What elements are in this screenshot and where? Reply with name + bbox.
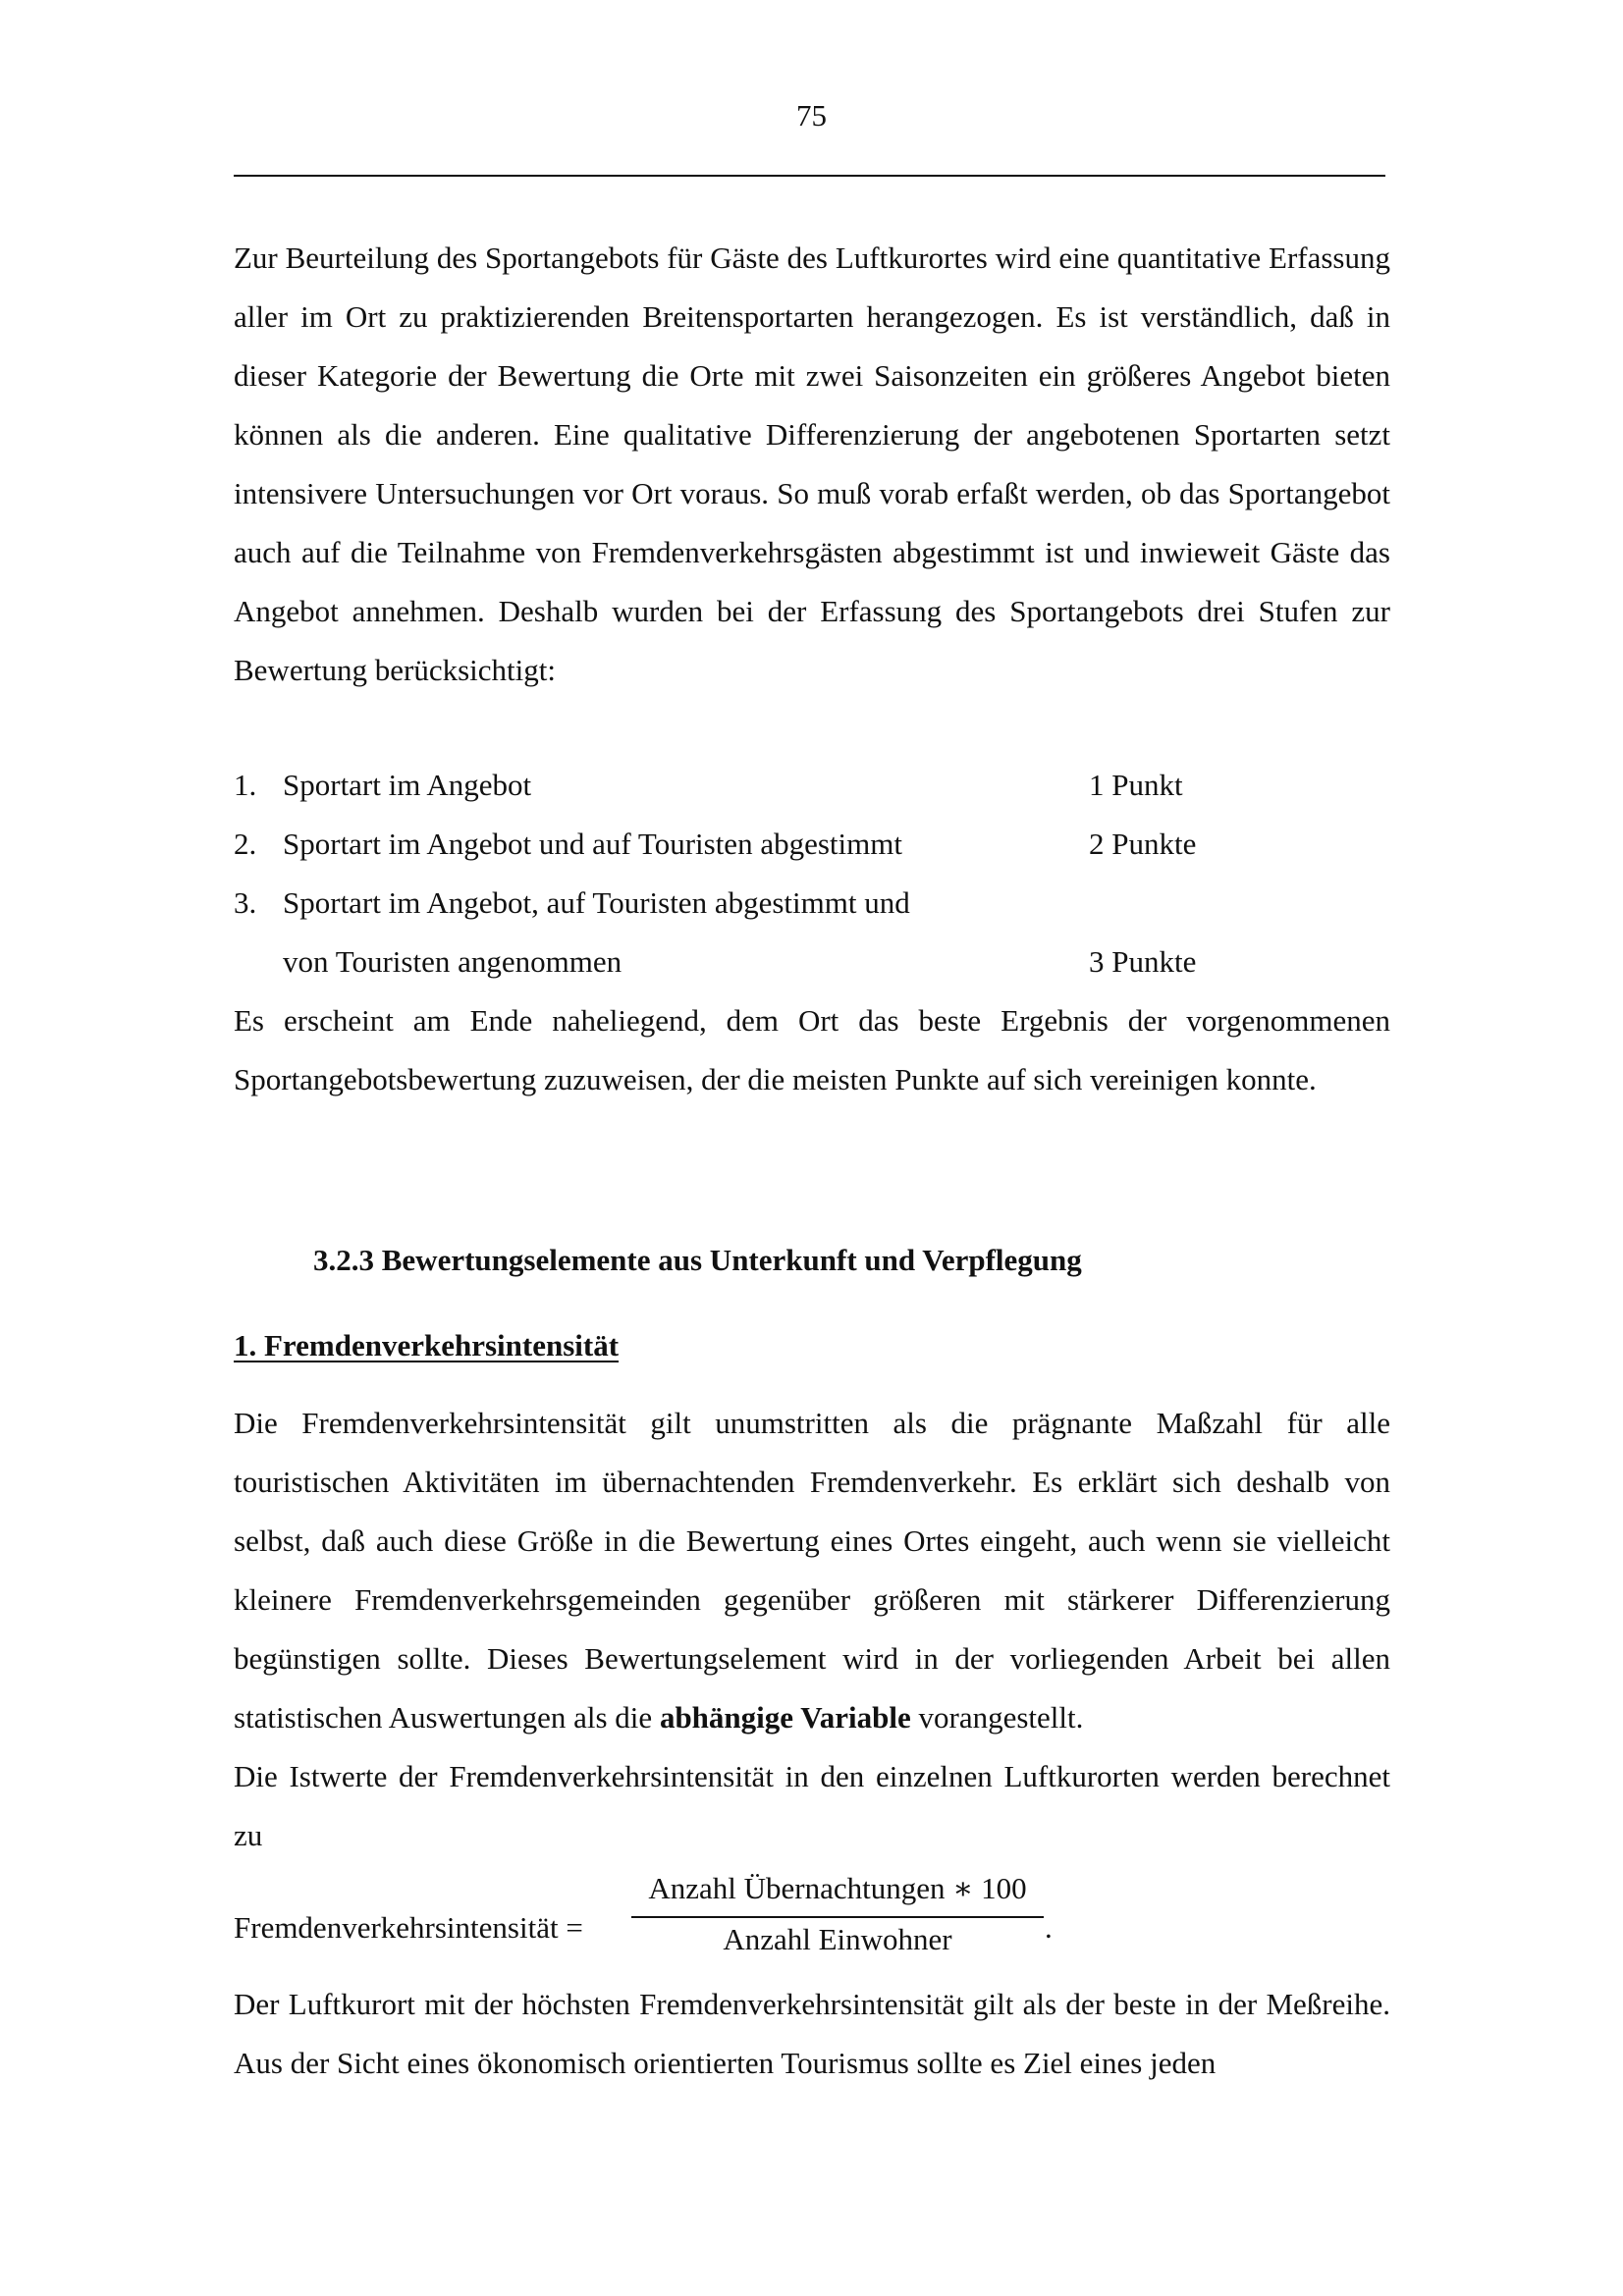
list-item-number: 2. xyxy=(234,827,257,861)
intensity-text-end: vorangestellt. xyxy=(910,1700,1084,1735)
closing-paragraph: Der Luftkurort mit der höchsten Fremdenverkehrsintensität gilt als der beste in der Meßreihe. Aus der Sicht eines ökonomisch orientierten Tourismus sollte es Ziel eines jeden xyxy=(234,1987,1390,2080)
subsection-heading xyxy=(234,1316,1390,1375)
list-item-points: 1 Punkt xyxy=(1089,768,1183,802)
formula-lhs: Fremdenverkehrsintensität = xyxy=(234,1910,583,1945)
conclusion-paragraph: Es erscheint am Ende naheliegend, dem Ort das beste Ergebnis der vorgenommenen Sportangebotsbewertung zuzuweisen, der die meisten Punkte auf sich vereinigen konnte. xyxy=(234,1003,1390,1096)
formula-denominator: Anzahl Einwohner xyxy=(723,1922,952,1956)
formula-intro: Die Istwerte der Fremdenverkehrsintensität in den einzelnen Luftkurorten werden berechnet zu xyxy=(234,1759,1390,1852)
list-item-text: Sportart im Angebot, auf Touristen abgestimmt und xyxy=(283,885,910,920)
list-item xyxy=(234,874,1390,933)
intro-paragraph: Zur Beurteilung des Sportangebots für Gäste des Luftkurortes wird eine quantitative Erfassung aller im Ort zu praktizierenden Breitensportarten herangezogen. Es ist verständlich, daß in dieser Kategorie der Bewertung die Orte mit zwei Saisonzeiten ein größeres Angebot bieten können als die anderen. Eine qualitative Differenzierung der angebotenen Sportarten setzt intensivere Untersuchungen vor Ort voraus. So muß vorab erfaßt werden, ob das Sportangebot auch auf die Teilnahme von Fremdenverkehrsgästen abgestimmt ist und inwieweit Gäste das Angebot annehmen. Deshalb wurden bei der Erfassung des Sportangebots drei Stufen zur Bewertung berücksichtigt: xyxy=(234,240,1390,687)
list-item xyxy=(234,756,1390,815)
list-item xyxy=(234,933,1390,991)
list-item-text: Sportart im Angebot xyxy=(283,768,532,802)
subsection-heading-text: 1. Fremdenverkehrsintensität xyxy=(234,1328,620,1362)
list-item-text: von Touristen angenommen xyxy=(283,944,622,979)
page-body xyxy=(234,229,1390,2093)
intensity-text-start: Die Fremdenverkehrsintensität gilt unumstritten als die prägnante Maßzahl für alle touristischen Aktivitäten im übernachtenden Fremdenverkehr. Es erklärt sich deshalb von selbst, daß auch diese Größe in die Bewertung eines Ortes eingeht, auch wenn sie vielleicht kleinere Fremdenverkehrsgemeinden gegenüber größeren mit stärkerer Differenzierung begünstigen sollte. Dieses Bewertungselement wird in der vorliegenden Arbeit bei allen statistischen Auswertungen als die xyxy=(234,1406,1390,1735)
list-item-number: 1. xyxy=(234,768,257,802)
rating-list xyxy=(234,756,1390,991)
dependent-variable-term: abhängige Variable xyxy=(659,1700,911,1735)
list-item-number: 3. xyxy=(234,885,257,920)
list-item xyxy=(234,815,1390,874)
list-item-text: Sportart im Angebot und auf Touristen abgestimmt xyxy=(283,827,902,861)
intensity-paragraph xyxy=(234,1394,1390,1747)
section-heading: 3.2.3 Bewertungselemente aus Unterkunft und Verpflegung xyxy=(313,1243,1082,1277)
formula-end: . xyxy=(1045,1910,1053,1945)
intensity-formula xyxy=(234,1865,1390,1975)
formula-numerator: Anzahl Übernachtungen ∗ 100 xyxy=(648,1871,1027,1905)
page-number: 75 xyxy=(796,98,827,133)
list-item-points: 3 Punkte xyxy=(1089,944,1197,979)
formula-fraction xyxy=(631,1865,1044,1959)
header-rule xyxy=(234,175,1385,177)
list-item-points: 2 Punkte xyxy=(1089,827,1197,861)
